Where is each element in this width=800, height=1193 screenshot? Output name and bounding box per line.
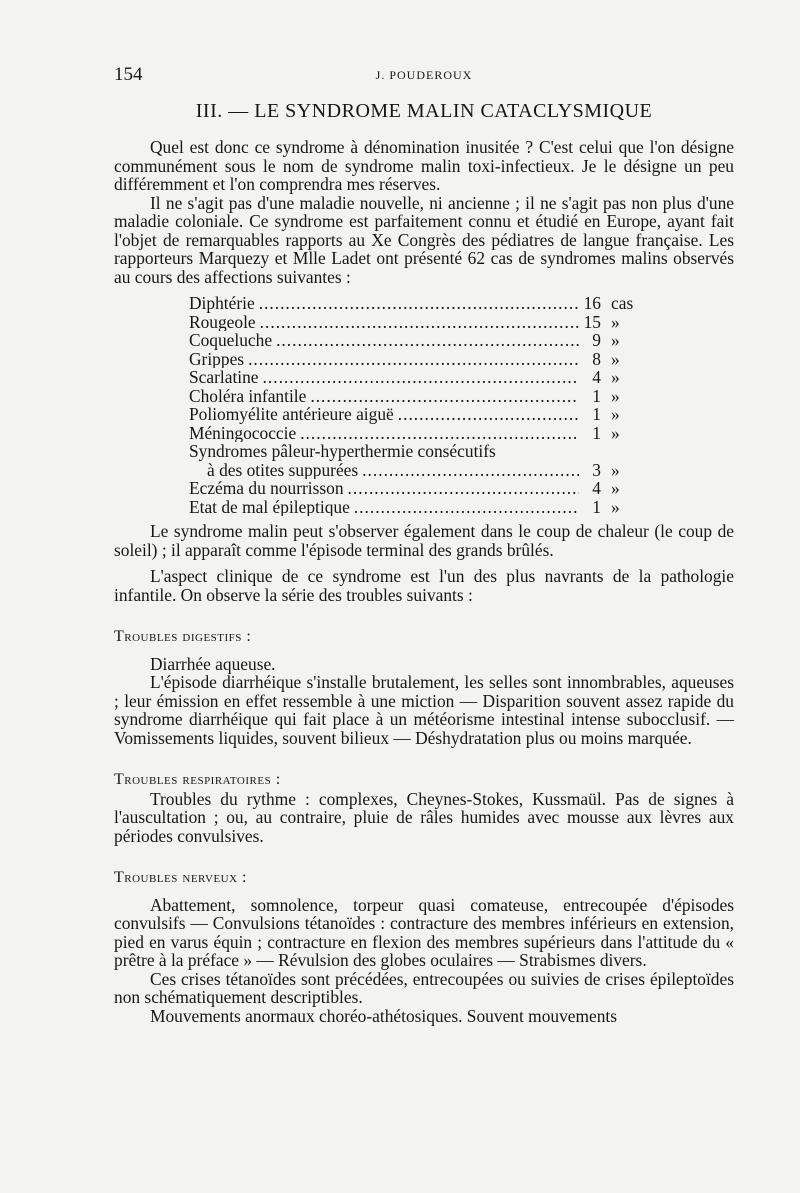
case-count: 1 bbox=[592, 404, 601, 424]
case-count: 9 bbox=[592, 330, 601, 350]
case-count: 4 bbox=[592, 367, 601, 387]
paragraph: Ces crises tétanoïdes sont précédées, entrecoupées ou suivies de crises épileptoïdes non schématiquement descriptibles. bbox=[114, 968, 734, 1007]
section-title: III. — LE SYNDROME MALIN CATACLYSMIQUE bbox=[195, 100, 653, 122]
case-row bbox=[189, 368, 649, 387]
paragraph: Mouvements anormaux choréo-athétosiques. Souvent mouvements bbox=[150, 1005, 618, 1026]
case-count: 1 bbox=[592, 385, 601, 406]
case-unit: » bbox=[611, 496, 620, 517]
case-row bbox=[189, 442, 649, 461]
case-count: 8 bbox=[592, 348, 601, 369]
case-label: Syndromes pâleur-hyperthermie consécutifs bbox=[189, 442, 496, 461]
case-count: 16 bbox=[583, 293, 601, 313]
heading-digestifs: Troubles digestifs : bbox=[114, 628, 252, 645]
case-row bbox=[189, 331, 649, 350]
case-label: Eczéma du nourrisson bbox=[189, 479, 344, 498]
case-count: 3 bbox=[592, 459, 601, 480]
case-label: Coqueluche bbox=[189, 331, 273, 350]
case-label: Grippes bbox=[189, 349, 245, 368]
case-list bbox=[189, 294, 649, 516]
case-count: 4 bbox=[592, 478, 601, 498]
case-row bbox=[189, 313, 649, 332]
paragraph: L'aspect clinique de ce syndrome est l'un des plus navrants de la pathologie infantile. On observe la série des troubles suivants : bbox=[114, 566, 734, 605]
heading-nerveux: Troubles nerveux : bbox=[114, 869, 248, 886]
case-label: Méningococcie bbox=[189, 423, 297, 442]
heading-respiratoires: Troubles respiratoires : bbox=[114, 771, 281, 788]
case-count: 1 bbox=[592, 496, 601, 517]
case-unit: » bbox=[611, 385, 620, 406]
case-count: 1 bbox=[592, 422, 601, 443]
case-unit: » bbox=[611, 478, 620, 498]
case-label: Diphtérie bbox=[189, 294, 255, 313]
case-label: Choléra infantile bbox=[189, 386, 307, 405]
case-unit: » bbox=[611, 459, 620, 480]
case-row bbox=[189, 350, 649, 369]
case-label: Etat de mal épileptique bbox=[189, 497, 350, 516]
case-row bbox=[189, 405, 649, 424]
case-row bbox=[189, 387, 649, 406]
paragraph: Abattement, somnolence, torpeur quasi comateuse, entrecoupée d'épisodes convulsifs — Convulsions tétanoïdes : contracture des membres inférieurs en extension, pied en varus équin ; contracture en flexion des membres supérieurs dans l'attitude du « prêtre à la préface » — Révulsion des globes oculaires — Strabismes divers. bbox=[114, 894, 734, 970]
case-label: Poliomyélite antérieure aiguë bbox=[189, 405, 394, 424]
running-title: J. POUDEROUX bbox=[375, 68, 473, 82]
case-unit: » bbox=[611, 422, 620, 443]
case-unit: » bbox=[611, 367, 620, 387]
case-unit: » bbox=[611, 311, 620, 332]
page-header bbox=[114, 64, 734, 88]
paragraph: Diarrhée aqueuse. bbox=[150, 653, 276, 674]
case-row bbox=[189, 498, 649, 517]
paragraph: Le syndrome malin peut s'observer également dans le coup de chaleur (le coup de soleil) ; il apparaît comme l'épisode terminal des grands brûlés. bbox=[114, 521, 734, 560]
case-unit: cas bbox=[611, 293, 634, 313]
case-row bbox=[189, 424, 649, 443]
body-text bbox=[114, 138, 734, 1025]
case-count: 15 bbox=[583, 311, 601, 332]
paragraph: Il ne s'agit pas d'une maladie nouvelle, ni ancienne ; il ne s'agit pas non plus d'une maladie coloniale. Ce syndrome est parfaitement connu et étudié en Europe, ayant fait l'objet de remarquables rapports au Xe Congrès des pédiatres de langue française. Les rapporteurs Marquezy et Mlle Ladet ont présenté 62 cas de syndromes malins observés au cours des affections suivantes : bbox=[114, 192, 734, 287]
case-label: Scarlatine bbox=[189, 368, 259, 387]
paragraph: Quel est donc ce syndrome à dénomination inusitée ? C'est celui que l'on désigne communément sous le nom de syndrome malin toxi-infectieux. Je le désigne un peu différemment et l'on comprendra mes réserves. bbox=[114, 137, 734, 194]
case-unit: » bbox=[611, 348, 620, 369]
case-row bbox=[189, 479, 649, 498]
case-unit: » bbox=[611, 404, 620, 424]
paragraph: Troubles du rythme : complexes, Cheynes-Stokes, Kussmaül. Pas de signes à l'auscultation ; ou, au contraire, pluie de râles humides avec mousse aux lèvres aux périodes convulsives. bbox=[114, 788, 734, 846]
paragraph: L'épisode diarrhéique s'installe brutalement, les selles sont innombrables, aqueuses ; leur émission en effet ressemble à une miction — Disparition souvent assez rapide du syndrome diarrhéique qui fait place à un météorisme intestinal intense subocclusif. — Vomissements liquides, souvent bilieux — Déshydratation plus ou moins marquée. bbox=[114, 672, 734, 748]
case-label: Rougeole bbox=[189, 312, 256, 331]
page-number: 154 bbox=[114, 64, 143, 85]
case-row bbox=[189, 294, 649, 313]
case-row bbox=[189, 461, 649, 480]
case-label: à des otites suppurées bbox=[207, 460, 359, 479]
case-unit: » bbox=[611, 330, 620, 350]
